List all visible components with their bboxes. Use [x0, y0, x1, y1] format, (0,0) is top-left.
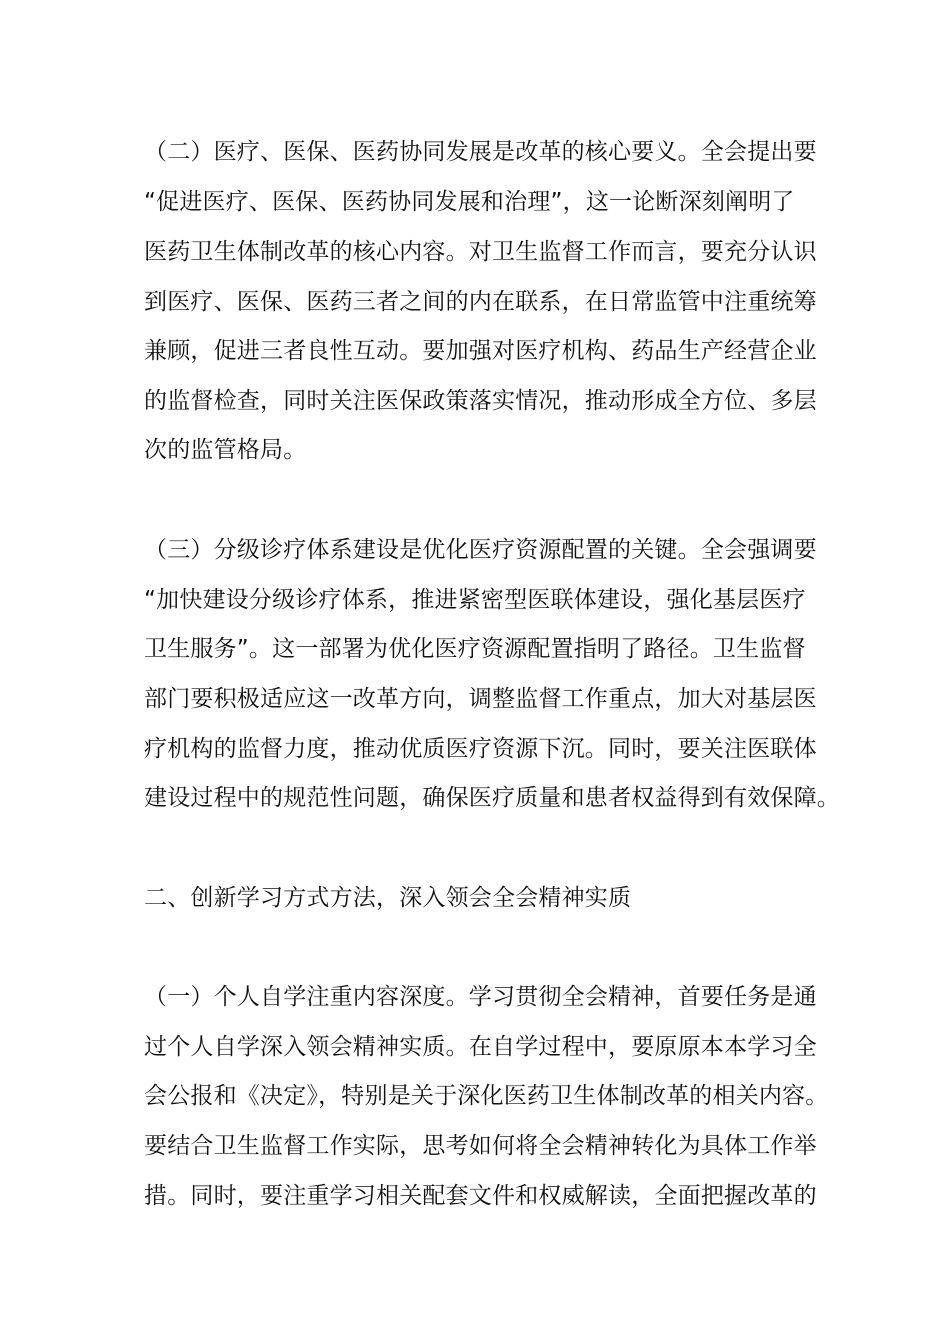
paragraph-1-line-5: 兼顾，促进三者良性互动。要加强对医疗机构、药品生产经营企业	[144, 338, 817, 364]
paragraph-1-line-4: 到医疗、医保、医药三者之间的内在联系，在日常监管中注重统筹	[144, 289, 817, 315]
paragraph-2-line-3: 卫生服务”。这一部署为优化医疗资源配置指明了路径。卫生监督	[144, 636, 806, 662]
paragraph-1-line-3: 医药卫生体制改革的核心内容。对卫生监督工作而言，要充分认识	[144, 239, 817, 265]
paragraph-3-line-1: （一）个人自学注重内容深度。学习贯彻全会精神，首要任务是通	[144, 984, 817, 1010]
paragraph-2-line-5: 疗机构的监督力度，推动优质医疗资源下沉。同时，要关注医联体	[144, 736, 817, 762]
paragraph-1-line-1: （二）医疗、医保、医药协同发展是改革的核心要义。全会提出要	[144, 139, 817, 165]
paragraph-1-line-2: “促进医疗、医保、医药协同发展和治理”，这一论断深刻阐明了	[144, 189, 795, 215]
paragraph-2-line-6: 建设过程中的规范性问题，确保医疗质量和患者权益得到有效保障。	[144, 785, 840, 811]
paragraph-3-line-4: 要结合卫生监督工作实际，思考如何将全会精神转化为具体工作举	[144, 1133, 817, 1159]
paragraph-2-line-1: （三）分级诊疗体系建设是优化医疗资源配置的关键。全会强调要	[144, 537, 817, 563]
paragraph-2-line-4: 部门要积极适应这一改革方向，调整监督工作重点，加大对基层医	[144, 686, 817, 712]
paragraph-1-line-6: 的监督检查，同时关注医保政策落实情况，推动形成全方位、多层	[144, 388, 817, 414]
paragraph-2-line-2: “加快建设分级诊疗体系，推进紧密型医联体建设，强化基层医疗	[144, 587, 806, 613]
paragraph-3-line-3: 会公报和《决定》，特别是关于深化医药卫生体制改革的相关内容。	[144, 1083, 829, 1109]
paragraph-1-line-7: 次的监管格局。	[144, 437, 307, 463]
paragraph-3-line-5: 措。同时，要注重学习相关配套文件和权威解读，全面把握改革的	[144, 1183, 817, 1209]
paragraph-3-line-2: 过个人自学深入领会精神实质。在自学过程中，要原原本本学习全	[144, 1034, 817, 1060]
section-heading: 二、创新学习方式方法，深入领会全会精神实质	[144, 885, 632, 911]
